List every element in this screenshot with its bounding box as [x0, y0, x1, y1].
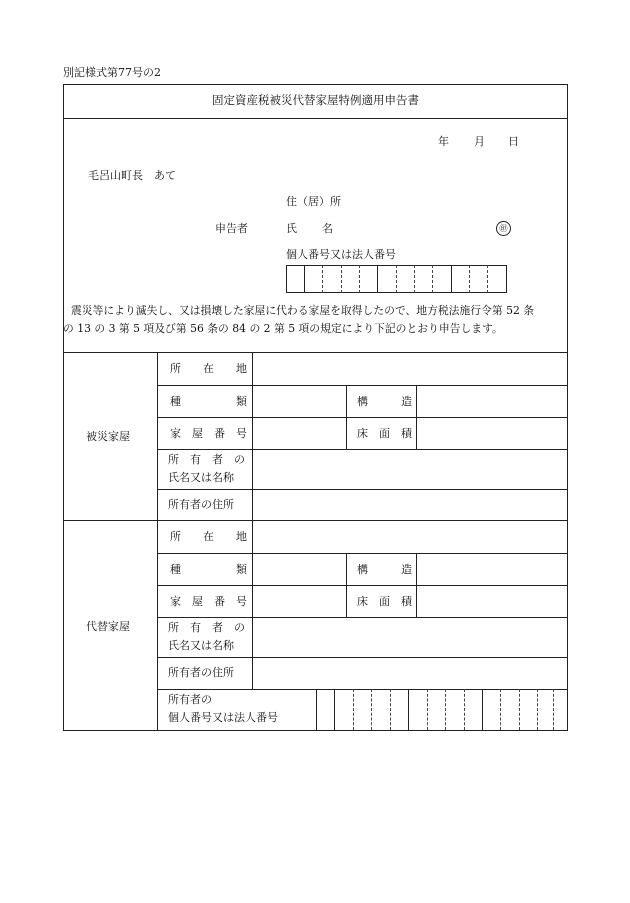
- damaged-floor-area-field[interactable]: [417, 418, 567, 449]
- damaged-house-number-label: 家 屋 番 号: [170, 427, 247, 440]
- damaged-type-field[interactable]: [253, 386, 346, 417]
- frame-bottom: [63, 730, 568, 731]
- declarant-label: 申告者: [215, 222, 248, 235]
- frame-right: [567, 84, 568, 731]
- date-month: 月: [474, 135, 485, 148]
- damaged-owner-address-label: 所有者の住所: [168, 498, 234, 511]
- replacement-owner-address-label: 所有者の住所: [168, 666, 234, 679]
- damaged-house-label: 被災家屋: [86, 430, 130, 443]
- name-label-2: 名: [322, 222, 333, 235]
- form-id: 別記様式第77号の2: [63, 66, 161, 79]
- replacement-type-field[interactable]: [253, 554, 346, 585]
- date-day: 日: [508, 135, 519, 148]
- damaged-floor-area-label: 床 面 積: [357, 427, 412, 440]
- replacement-floor-area-field[interactable]: [417, 586, 567, 617]
- replacement-structure-label: 構 造: [357, 563, 412, 576]
- replacement-structure-field[interactable]: [417, 554, 567, 585]
- frame-left: [63, 84, 64, 731]
- address-label: 住（居）所: [286, 195, 341, 208]
- date-year: 年: [438, 135, 449, 148]
- replacement-floor-area-label: 床 面 積: [357, 595, 412, 608]
- replacement-owner-address-field[interactable]: [253, 658, 567, 689]
- replacement-house-number-label: 家 屋 番 号: [170, 595, 247, 608]
- damaged-type-label: 種 類: [170, 395, 247, 408]
- section-label-divider: [157, 352, 158, 731]
- damaged-house-number-field[interactable]: [253, 418, 346, 449]
- replacement-type-label: 種 類: [170, 563, 247, 576]
- damaged-structure-field[interactable]: [417, 386, 567, 417]
- replacement-house-label: 代替家屋: [86, 620, 130, 633]
- replacement-house-number-field[interactable]: [253, 586, 346, 617]
- replacement-location-label: 所 在 地: [170, 530, 247, 543]
- title-divider: [63, 118, 568, 119]
- damaged-owner-name-field[interactable]: [253, 450, 567, 489]
- frame-top: [63, 84, 568, 85]
- replacement-location-field[interactable]: [253, 521, 567, 553]
- replacement-owner-name-label: 所 有 者 の 氏名又は名称: [168, 621, 245, 652]
- damaged-owner-address-field[interactable]: [253, 490, 567, 520]
- damaged-location-field[interactable]: [253, 353, 567, 385]
- name-label-1: 氏: [286, 222, 297, 235]
- damaged-location-label: 所 在 地: [170, 362, 247, 375]
- damaged-owner-name-label: 所 有 者 の 氏名又は名称: [168, 453, 245, 484]
- number-label: 個人番号又は法人番号: [286, 248, 396, 261]
- seal-icon: ㊞: [496, 221, 511, 236]
- replacement-owner-name-field[interactable]: [253, 618, 567, 657]
- body-text-line1: 震災等により滅失し、又は損壊した家屋に代わる家屋を取得したので、地方税法施行令第 52 条: [71, 304, 535, 317]
- replacement-owner-number-label: 所有者の 個人番号又は法人番号: [168, 693, 278, 724]
- addressee: 毛呂山町長 あて: [88, 169, 176, 182]
- form-title: 固定資産税被災代替家屋特例適用申告書: [212, 93, 419, 107]
- body-text-line2: の 13 の 3 第 5 項及び第 56 条の 84 の 2 第 5 項の規定により下記のとおり申告します。: [63, 322, 503, 335]
- damaged-structure-label: 構 造: [357, 395, 412, 408]
